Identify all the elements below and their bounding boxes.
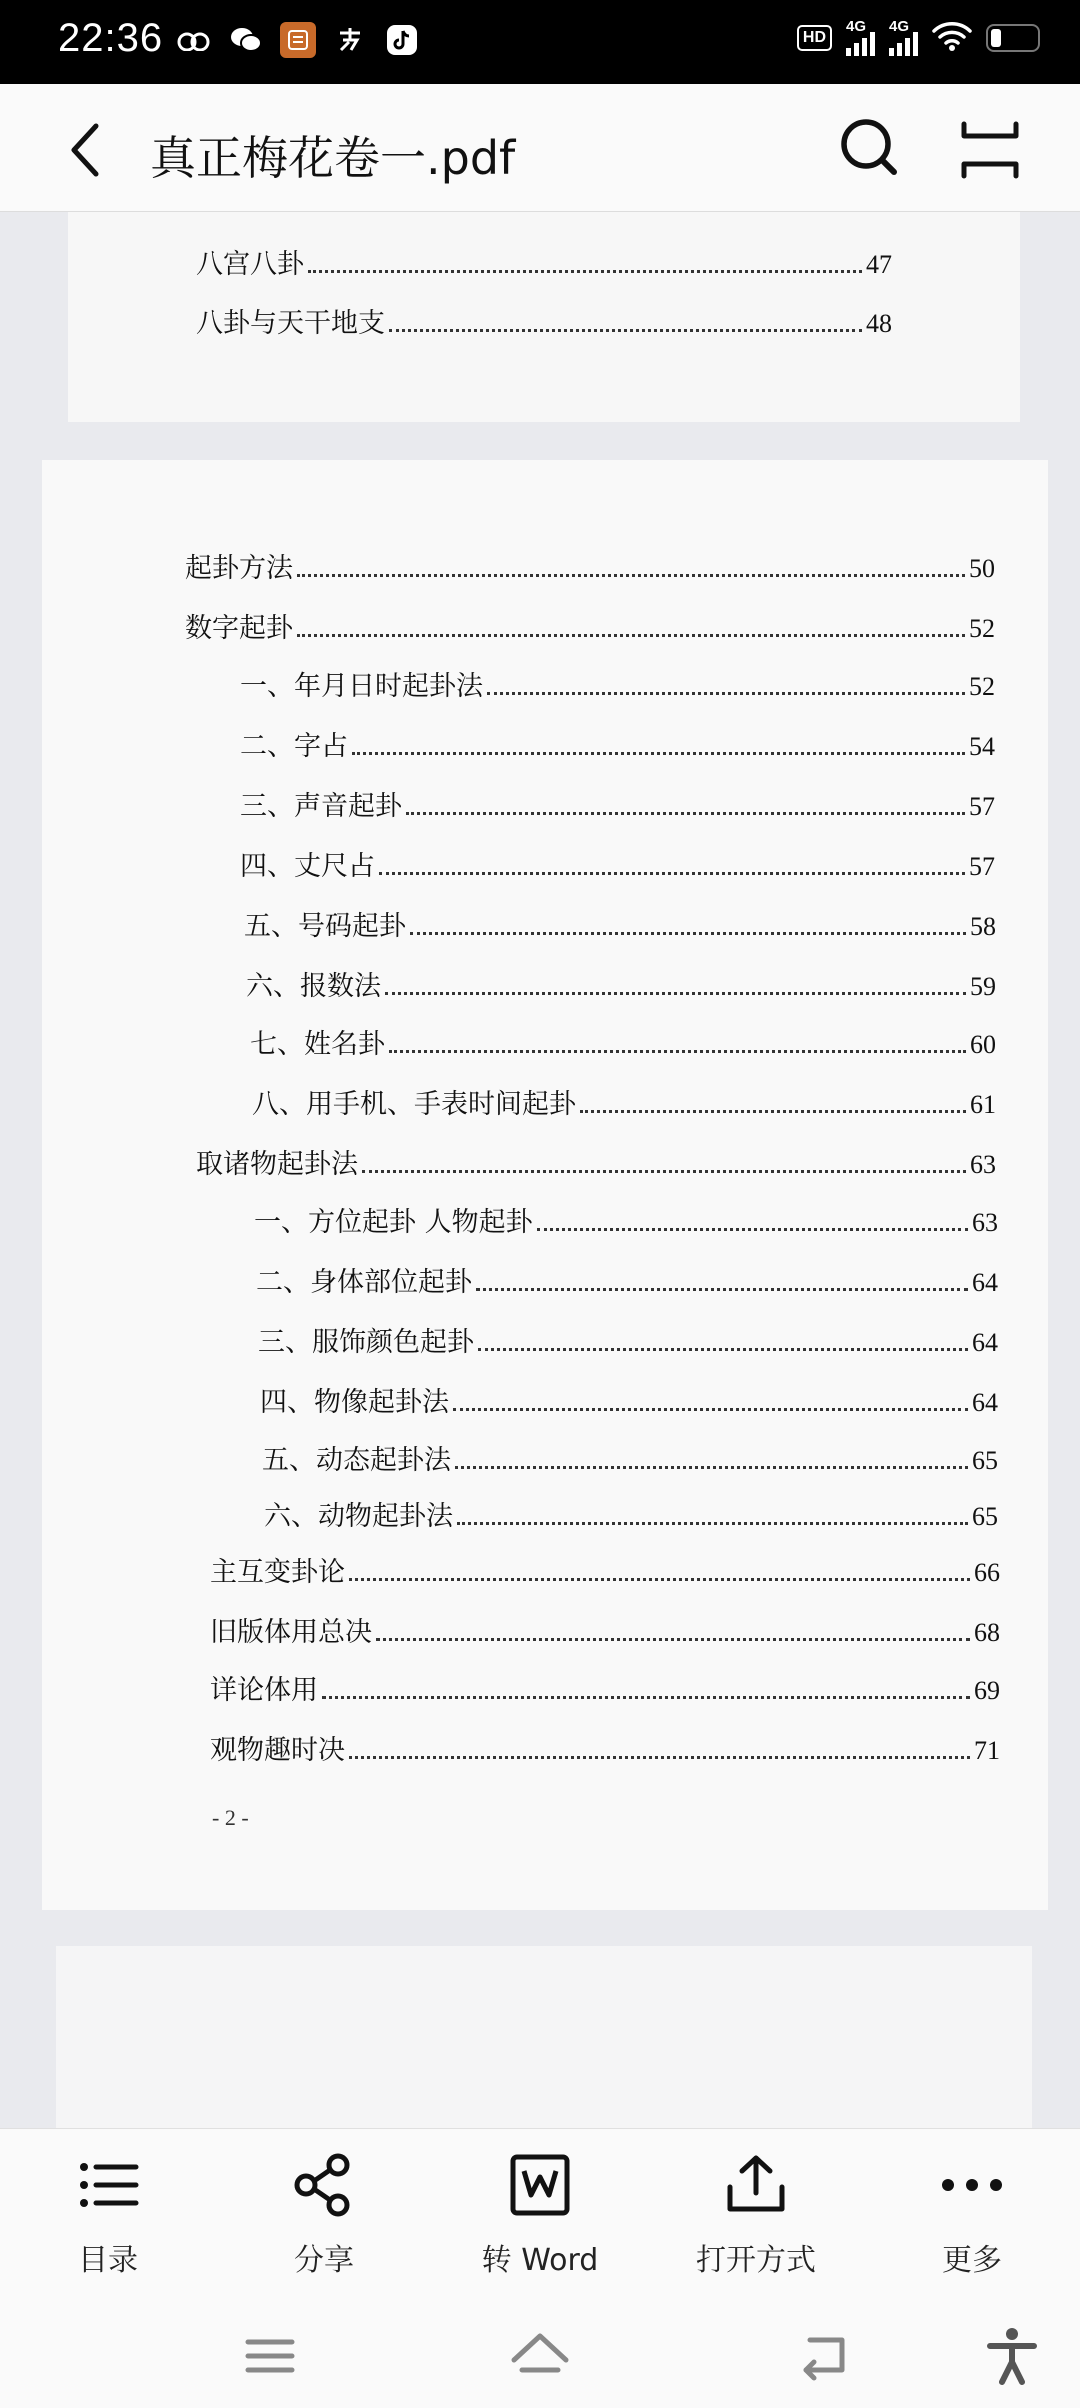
share-icon (292, 2153, 356, 2217)
alipay-icon (332, 22, 368, 58)
more-label: 更多 (942, 2243, 1002, 2278)
toc-entry-title: 旧版体用总决 (210, 1617, 372, 1648)
toc-leader-dots (362, 1170, 966, 1173)
search-icon (838, 116, 902, 180)
toc-leader-dots (455, 1466, 968, 1469)
toc-leader-dots (297, 574, 965, 577)
toc-entry (258, 1320, 998, 1359)
toc-leader-dots (457, 1522, 968, 1525)
clock: 22:36 (58, 16, 164, 60)
baidu-cloud-icon (176, 22, 212, 58)
pdf-page-current[interactable] (42, 460, 1048, 1910)
toc-entry-title: 八卦与天干地支 (196, 308, 385, 339)
toc-entry-page: 48 (866, 309, 892, 338)
expand-icon (958, 118, 1022, 182)
toc-entry (240, 844, 995, 883)
menu-icon (240, 2326, 300, 2386)
back-button[interactable] (60, 120, 120, 180)
toc-entry-title: 四、物像起卦法 (260, 1387, 449, 1418)
toc-entry (196, 1142, 996, 1181)
cell-signal-2-icon (889, 20, 918, 56)
open-with-button[interactable] (676, 2153, 836, 2279)
accessibility-button[interactable] (982, 2326, 1042, 2386)
toc-entry-page: 71 (974, 1736, 1000, 1765)
toc-entry-page: 61 (970, 1090, 996, 1119)
toc-entry-title: 一、年月日时起卦法 (240, 671, 483, 702)
contents-button[interactable] (28, 2153, 188, 2279)
toc-entry-title: 六、报数法 (246, 971, 381, 1002)
tiktok-icon (384, 22, 420, 58)
toc-entry-title: 七、姓名卦 (250, 1029, 385, 1060)
toc-entry-title: 起卦方法 (185, 553, 293, 584)
contents-label: 目录 (78, 2243, 138, 2278)
toc-entry-page: 58 (970, 912, 996, 941)
toc-entry-page: 66 (974, 1558, 1000, 1587)
toc-entry (210, 1668, 1000, 1707)
toc-entry-page: 60 (970, 1030, 996, 1059)
toc-entry-page: 54 (969, 732, 995, 761)
toc-leader-dots (580, 1110, 966, 1113)
toc-leader-dots (349, 1578, 970, 1581)
toc-entry-title: 三、服饰颜色起卦 (258, 1327, 474, 1358)
toc-entry-page: 57 (969, 852, 995, 881)
toc-entry-title: 二、字占 (240, 731, 348, 762)
toc-entry (240, 784, 995, 823)
home-nav-button[interactable] (510, 2326, 570, 2386)
toc-entry-title: 取诸物起卦法 (196, 1149, 358, 1180)
toc-entry-page: 64 (972, 1388, 998, 1417)
toc-leader-dots (478, 1348, 968, 1351)
open-with-label: 打开方式 (696, 2243, 816, 2278)
toc-entry-title: 六、动物起卦法 (264, 1501, 453, 1532)
toc-leader-dots (349, 1756, 970, 1759)
toc-leader-dots (406, 812, 965, 815)
toc-leader-dots (352, 752, 965, 755)
toc-entry-title: 二、身体部位起卦 (256, 1267, 472, 1298)
toc-entry (250, 1022, 996, 1061)
pdf-page-next[interactable] (56, 1946, 1032, 2146)
toc-entry (264, 1494, 998, 1533)
home-icon (510, 2326, 570, 2386)
hd-voice-badge: HD (797, 25, 832, 51)
status-bar (0, 0, 1080, 84)
toc-entry (260, 1380, 998, 1419)
notification-icons (176, 22, 420, 58)
more-button[interactable] (892, 2153, 1052, 2279)
network-type-2: 4G (889, 18, 910, 35)
share-label: 分享 (294, 2243, 354, 2278)
chevron-left-icon (60, 120, 120, 180)
search-button[interactable] (838, 116, 902, 180)
toc-entry (240, 664, 995, 703)
document-title: 真正梅花卷一.pdf (150, 131, 516, 185)
toc-entry-page: 64 (972, 1328, 998, 1357)
toc-entry-page: 50 (969, 554, 995, 583)
fullscreen-button[interactable] (958, 118, 1022, 182)
toc-entry-title: 一、方位起卦 人物起卦 (254, 1207, 533, 1238)
toc-leader-dots (322, 1696, 970, 1699)
bottom-toolbar (0, 2128, 1080, 2298)
toc-entry-title: 八宫八卦 (196, 249, 304, 280)
toc-entry (196, 301, 892, 340)
toc-entry (244, 904, 996, 943)
back-nav-button[interactable] (796, 2326, 856, 2386)
wechat-icon (228, 22, 264, 58)
menu-nav-button[interactable] (240, 2326, 300, 2386)
toc-leader-dots (385, 992, 966, 995)
page-footer-number: - 2 - (212, 1805, 249, 1830)
toc-entry (185, 546, 995, 585)
toc-entry-page: 69 (974, 1676, 1000, 1705)
toc-entry-page: 64 (972, 1268, 998, 1297)
more-dots-icon (940, 2153, 1004, 2217)
toc-entry-page: 47 (866, 250, 892, 279)
pdf-page-previous[interactable] (68, 212, 1020, 422)
toc-leader-dots (453, 1408, 968, 1411)
toc-entry-title: 五、动态起卦法 (262, 1445, 451, 1476)
word-document-icon (508, 2153, 572, 2217)
toc-entry-page: 63 (972, 1208, 998, 1237)
toc-leader-dots (308, 270, 862, 273)
toc-entry-page: 52 (969, 672, 995, 701)
toc-leader-dots (389, 1050, 966, 1053)
toc-entry (185, 606, 995, 645)
toc-entry (252, 1082, 996, 1121)
list-icon (76, 2153, 140, 2217)
toc-leader-dots (379, 872, 965, 875)
system-indicators (797, 20, 1040, 56)
toc-entry (210, 1728, 1000, 1767)
toc-entry (210, 1550, 1000, 1589)
toc-entry-page: 63 (970, 1150, 996, 1179)
toc-entry (246, 964, 996, 1003)
toc-entry (196, 242, 892, 281)
toc-leader-dots (376, 1638, 970, 1641)
app-header (0, 84, 1080, 212)
export-icon (724, 2153, 788, 2217)
toc-entry-page: 65 (972, 1446, 998, 1475)
convert-to-word-label: 转 Word (481, 2243, 599, 2278)
toc-entry-title: 主互变卦论 (210, 1557, 345, 1588)
toc-entry-title: 详论体用 (210, 1675, 318, 1706)
toc-entry-page: 52 (969, 614, 995, 643)
toc-entry-page: 57 (969, 792, 995, 821)
toc-entry-title: 数字起卦 (185, 613, 293, 644)
toc-entry (254, 1200, 998, 1239)
toc-leader-dots (487, 692, 965, 695)
toc-entry-page: 65 (972, 1502, 998, 1531)
system-nav-bar (0, 2298, 1080, 2408)
toc-entry-title: 四、丈尺占 (240, 851, 375, 882)
share-button[interactable] (244, 2153, 404, 2279)
accessibility-icon (982, 2326, 1042, 2386)
toc-leader-dots (410, 932, 966, 935)
toc-leader-dots (476, 1288, 968, 1291)
toc-leader-dots (389, 329, 862, 332)
wifi-icon (932, 20, 972, 56)
toc-entry-title: 八、用手机、手表时间起卦 (252, 1089, 576, 1120)
toc-entry (256, 1260, 998, 1299)
toc-leader-dots (297, 634, 965, 637)
battery-level-fill (991, 29, 1001, 47)
toc-entry (240, 724, 995, 763)
toc-entry-title: 观物趣时决 (210, 1735, 345, 1766)
toc-entry-title: 五、号码起卦 (244, 911, 406, 942)
toc-entry-title: 三、声音起卦 (240, 791, 402, 822)
toc-leader-dots (537, 1228, 968, 1231)
convert-to-word-button[interactable] (460, 2153, 620, 2279)
toc-entry-page: 59 (970, 972, 996, 1001)
toc-entry-page: 68 (974, 1618, 1000, 1647)
return-icon (796, 2326, 856, 2386)
cell-signal-1-icon (846, 20, 875, 56)
network-type-1: 4G (846, 18, 867, 35)
toc-entry (262, 1438, 998, 1477)
toc-entry (210, 1610, 1000, 1649)
battery-icon (986, 24, 1040, 52)
taobao-icon (280, 22, 316, 58)
